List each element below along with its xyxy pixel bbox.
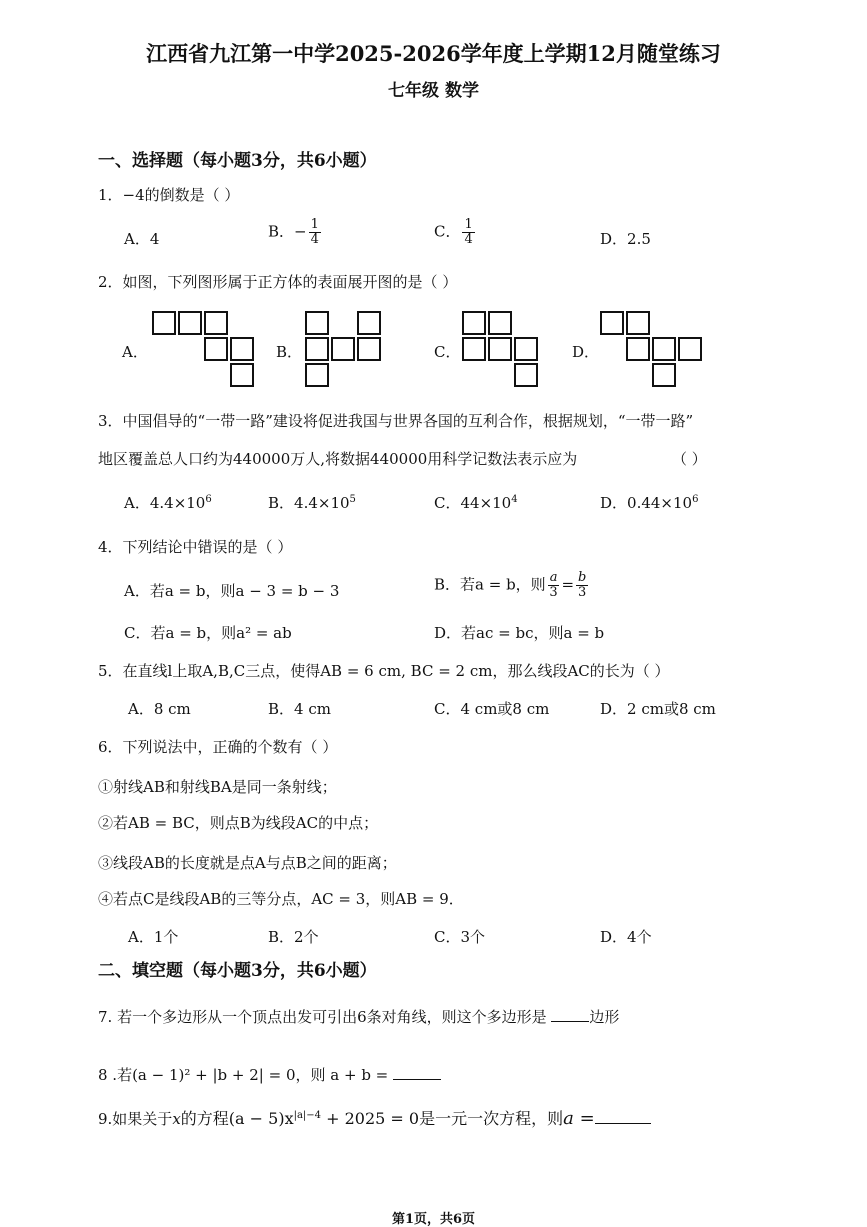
question-3-line-2: 地区覆盖总人口约为440000万人,将数据440000用科学记数法表示应为 <box>98 450 578 468</box>
question-5-stem: 5．在直线l上取A,B,C三点，使得AB = 6 cm, BC = 2 cm，那么线段AC的长为（ ） <box>98 662 670 680</box>
q6-statement-1: ①射线AB和射线BA是同一条射线； <box>98 778 337 796</box>
question-4-stem: 4．下列结论中错误的是（ ） <box>98 538 293 556</box>
q6-option-c: C．3个 <box>434 928 486 946</box>
question-7-stem: 7. 若一个多边形从一个顶点出发可引出6条对角线，则这个多边形是 边形 <box>98 1008 620 1026</box>
q1-option-c: C． $\frac{1}{4}$ <box>434 217 473 247</box>
q2-option-a-label: A． <box>122 343 148 361</box>
q3-option-a: A．$4.4\times 10^6$ <box>124 494 212 512</box>
q6-statement-3: ③线段AB的长度就是点A与点B之间的距离； <box>98 854 397 872</box>
q6-statement-4: ④若点C是线段AB的三等分点，AC = 3，则AB = 9． <box>98 890 464 908</box>
question-3-line-1: 3．中国倡导的“一带一路”建设将促进我国与世界各国的互利合作，根据规划，“一带一路” <box>98 412 694 430</box>
question-1-stem: 1．−4的倒数是（ ） <box>98 186 240 204</box>
q8-answer-blank[interactable] <box>393 1079 441 1080</box>
question-6-stem: 6．下列说法中，正确的个数有（ ） <box>98 738 338 756</box>
q2-option-b-label: B． <box>276 343 303 361</box>
question-3-paren: （ ） <box>672 450 707 468</box>
q4-option-c: C．若a = b，则a² = ab <box>124 624 292 642</box>
q6-option-b: B．2个 <box>268 928 319 946</box>
q5-option-c: C．4 cm或8 cm <box>434 700 550 718</box>
q2-option-d-label: D． <box>572 343 600 361</box>
q4-option-b: B．若a = b，则 $\frac{a}{3}$ = $\frac{b}{3}$ <box>434 570 587 600</box>
q3-option-d: D．$0.44\times 10^6$ <box>600 494 699 512</box>
q6-option-d: D．4个 <box>600 928 652 946</box>
q5-option-d: D．2 cm或8 cm <box>600 700 716 718</box>
q2-option-c-label: C． <box>434 343 461 361</box>
section-1-title: 一、选择题（每小题3分，共6小题） <box>98 151 377 171</box>
page-footer: 第1页，共6页 <box>391 1212 476 1227</box>
q1-option-d: D．2.5 <box>600 230 651 248</box>
q3-option-c: C．$44\times 10^4$ <box>434 494 518 512</box>
page-title: 江西省九江第一中学2025-2026学年度上学期12月随堂练习 <box>146 41 721 66</box>
q1-option-a: A．4 <box>124 230 160 248</box>
q6-statement-2: ②若AB = BC，则点B为线段AC的中点； <box>98 814 379 832</box>
q5-option-a: A．8 cm <box>128 700 191 718</box>
q1-option-b: B．− $\frac{1}{4}$ <box>268 217 319 247</box>
question-2-stem: 2．如图，下列图形属于正方体的表面展开图的是（ ） <box>98 273 458 291</box>
q3-option-b: B．$4.4\times 10^5$ <box>268 494 356 512</box>
question-9-stem: 9.如果关于x的方程$(a - 5)x^{|a|-4} + 2025 = 0$是一元一次方程，则a = <box>98 1106 651 1129</box>
question-8-stem: 8 .若(a − 1)² + |b + 2| = 0，则 a + b = <box>98 1064 441 1085</box>
q4-option-a: A．若a = b，则a − 3 = b − 3 <box>124 582 340 600</box>
section-2-title: 二、填空题（每小题3分，共6小题） <box>98 961 377 981</box>
q9-answer-blank[interactable] <box>595 1123 651 1124</box>
q7-answer-blank[interactable] <box>551 1021 589 1022</box>
page-subtitle: 七年级 数学 <box>388 81 479 101</box>
q5-option-b: B．4 cm <box>268 700 331 718</box>
q4-option-d: D．若ac = bc，则a = b <box>434 624 605 642</box>
q6-option-a: A．1个 <box>128 928 179 946</box>
